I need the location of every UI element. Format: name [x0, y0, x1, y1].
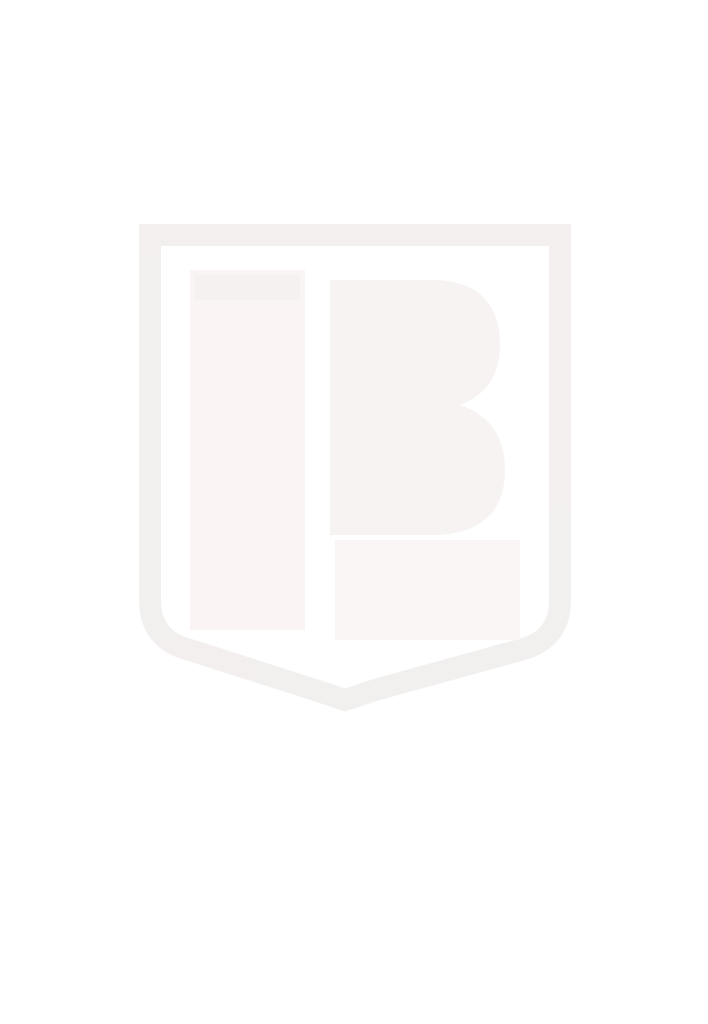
watermark-logo	[150, 235, 560, 700]
document-body	[26, 93, 658, 95]
scanner-watermark-text	[694, 1016, 700, 1018]
